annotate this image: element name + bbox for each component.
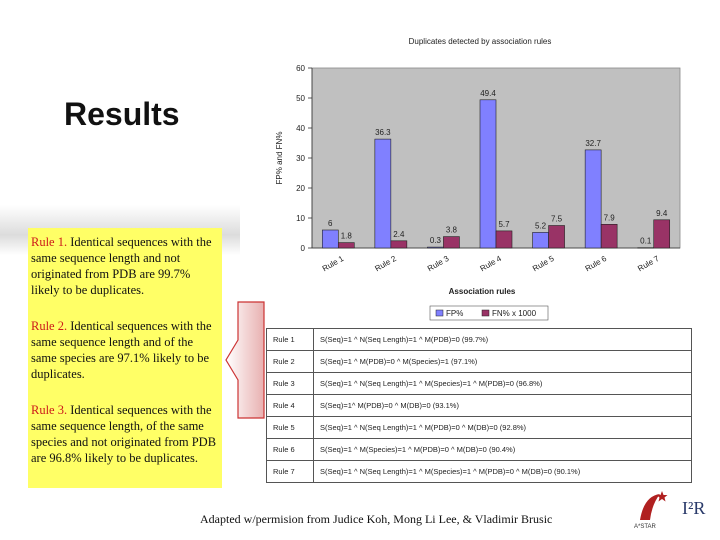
rule-2-body: Identical sequences with the same sequence length and of the same species are 97.1% likely to be duplicates. — [31, 319, 212, 381]
rule-number-cell: Rule 6 — [267, 439, 314, 461]
bar-fn — [496, 231, 512, 248]
rule-3-description — [31, 402, 219, 466]
rule-number-cell: Rule 3 — [267, 373, 314, 395]
y-tick-label: 40 — [296, 124, 305, 133]
y-tick-label: 20 — [296, 184, 305, 193]
bar-fp — [375, 139, 391, 248]
table-row — [267, 395, 692, 417]
logo-subtext: A*STAR — [634, 524, 656, 530]
bar-fn — [654, 220, 670, 248]
bar-fn — [443, 237, 459, 248]
data-label: 9.4 — [656, 208, 668, 218]
data-label: 5.7 — [498, 219, 510, 229]
bar-fn — [391, 241, 407, 248]
x-tick-label: Rule 7 — [636, 253, 661, 274]
bar-fn — [601, 224, 617, 248]
rule-expression-cell: S(Seq)=1 ^ N(Seq Length)=1 ^ M(Species)=1 ^ M(PDB)=0 ^ M(DB)=0 (90.1%) — [314, 461, 692, 483]
x-tick-label: Rule 3 — [425, 253, 451, 274]
table-row — [267, 373, 692, 395]
rule-number-cell: Rule 4 — [267, 395, 314, 417]
table-row — [267, 461, 692, 483]
y-tick-label: 10 — [296, 214, 305, 223]
rule-3-body: Identical sequences with the same sequence length, of the same species and not originated from PDB are 96.8% likely to be duplicates. — [31, 403, 217, 465]
rule-expression-cell: S(Seq)=1 ^ N(Seq Length)=1 ^ M(PDB)=0 ^ M(DB)=0 (92.8%) — [314, 417, 692, 439]
data-label: 0.1 — [640, 236, 652, 246]
table-row — [267, 351, 692, 373]
data-label: 6 — [328, 219, 333, 228]
rule-2-description — [31, 318, 219, 382]
rule-number-cell: Rule 5 — [267, 417, 314, 439]
legend-swatch — [436, 310, 443, 316]
data-label: 7.9 — [603, 213, 615, 223]
legend-label: FP% — [446, 309, 464, 318]
data-label: 32.7 — [585, 138, 601, 148]
y-tick-label: 50 — [296, 94, 305, 103]
x-tick-label: Rule 1 — [320, 253, 346, 274]
x-tick-label: Rule 2 — [373, 253, 398, 274]
rule-1-lead: Rule 1. — [31, 235, 68, 249]
rule-expression-cell: S(Seq)=1^ M(PDB)=0 ^ M(DB)=0 (93.1%) — [314, 395, 692, 417]
table-row — [267, 329, 692, 351]
legend-swatch — [482, 310, 489, 316]
data-label: 7.5 — [551, 214, 563, 224]
y-tick-label: 0 — [300, 244, 305, 253]
chart-title: Duplicates detected by association rules — [408, 37, 552, 46]
rule-1-description — [31, 234, 219, 298]
bar-fn — [549, 226, 565, 249]
x-axis-label: Association rules — [448, 287, 516, 296]
i2r-logo-text: I²R — [682, 498, 706, 518]
rules-description-box — [28, 228, 222, 488]
rule-3-lead: Rule 3. — [31, 403, 68, 417]
rule-number-cell: Rule 2 — [267, 351, 314, 373]
bar-fp — [585, 150, 601, 248]
x-tick-label: Rule 5 — [531, 253, 556, 274]
data-label: 36.3 — [375, 128, 391, 138]
x-tick-label: Rule 4 — [478, 253, 503, 274]
rule-number-cell: Rule 1 — [267, 329, 314, 351]
rules-table — [266, 328, 692, 483]
data-label: 1.8 — [340, 231, 352, 241]
rule-expression-cell: S(Seq)=1 ^ N(Seq Length)=1 ^ M(Species)=1 ^ M(PDB)=0 (96.8%) — [314, 373, 692, 395]
bar-fn — [338, 243, 354, 248]
rule-expression-cell: S(Seq)=1 ^ N(Seq Length)=1 ^ M(PDB)=0 (99.7%) — [314, 329, 692, 351]
table-row — [267, 439, 692, 461]
data-label: 49.4 — [480, 88, 496, 98]
bar-fp — [638, 248, 654, 249]
slide-footer: Adapted w/permision from Judice Koh, Mong Li Lee, & Vladimir Brusic — [200, 512, 553, 526]
rule-2-lead: Rule 2. — [31, 319, 68, 333]
rule-expression-cell: S(Seq)=1 ^ M(Species)=1 ^ M(PDB)=0 ^ M(DB)=0 (90.4%) — [314, 439, 692, 461]
slide-title: Results — [64, 96, 180, 132]
rule-number-cell: Rule 7 — [267, 461, 314, 483]
y-axis-label: FP% and FN% — [275, 131, 284, 185]
bar-chart — [262, 28, 682, 328]
data-label: 0.3 — [429, 236, 441, 246]
y-tick-label: 60 — [296, 64, 305, 73]
astar-logo-icon — [630, 490, 678, 530]
rule-1-body: Identical sequences with the same sequence length and not originated from PDB are 99.7% likely to be duplicates. — [31, 235, 212, 297]
table-row — [267, 417, 692, 439]
bar-fp — [533, 232, 549, 248]
data-label: 2.4 — [393, 229, 405, 239]
data-label: 3.8 — [445, 225, 457, 235]
rule-expression-cell: S(Seq)=1 ^ M(PDB)=0 ^ M(Species)=1 (97.1%) — [314, 351, 692, 373]
bar-fp — [322, 230, 338, 248]
y-tick-label: 30 — [296, 154, 305, 163]
legend-label: FN% x 1000 — [492, 309, 537, 318]
bar-fp — [480, 100, 496, 248]
x-tick-label: Rule 6 — [583, 253, 609, 274]
data-label: 5.2 — [535, 221, 547, 231]
bar-fp — [427, 247, 443, 248]
